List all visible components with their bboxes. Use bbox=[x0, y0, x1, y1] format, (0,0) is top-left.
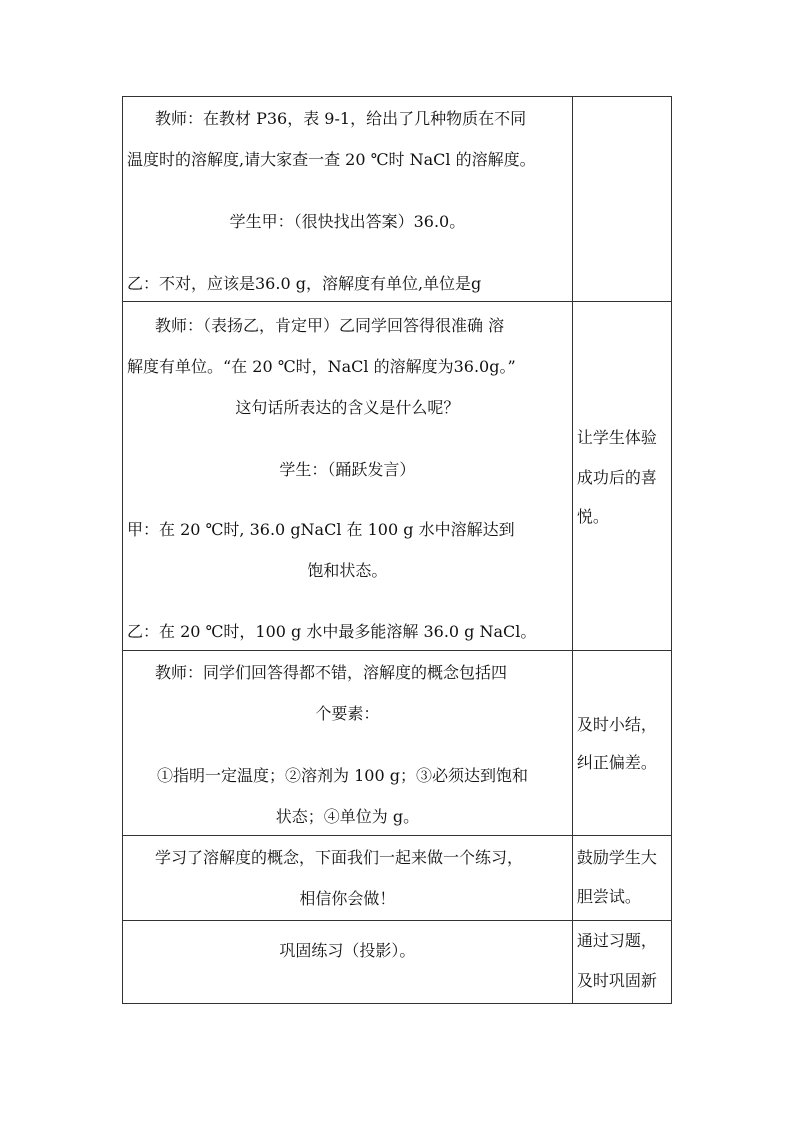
teaching-process-cell bbox=[123, 651, 573, 836]
text-line: 成功后的喜 bbox=[576, 468, 657, 487]
teaching-process-cell bbox=[123, 302, 573, 651]
text-line: 教师：同学们回答得都不错，溶解度的概念包括四 bbox=[155, 663, 508, 682]
text-line: 饱和状态。 bbox=[307, 561, 388, 580]
text-line: 解度有单位。“在 20 ℃时，NaCl 的溶解度为36.0g。” bbox=[127, 357, 516, 376]
design-intent-cell bbox=[572, 836, 671, 921]
text-line: 乙：不对，应该是36.0 g，溶解度有单位,单位是g bbox=[127, 274, 482, 293]
text-line: 状态；④单位为 g。 bbox=[275, 807, 420, 826]
text-line: 温度时的溶解度,请大家查一查 20 ℃时 NaCl 的溶解度。 bbox=[127, 150, 536, 169]
text-line: 及时小结， bbox=[576, 715, 657, 734]
teaching-process-cell bbox=[123, 921, 573, 1004]
text-line: 学生：（踊跃发言） bbox=[279, 460, 416, 479]
table-row bbox=[123, 302, 672, 651]
text-line: 通过习题， bbox=[576, 931, 657, 950]
text-line: 教师：（表扬乙，肯定甲）乙同学回答得很准确 溶 bbox=[155, 316, 505, 335]
lesson-plan-table bbox=[122, 96, 672, 1004]
table-row bbox=[123, 97, 672, 302]
text-line: 乙：在 20 ℃时，100 g 水中最多能溶解 36.0 g NaCl。 bbox=[127, 622, 537, 641]
design-intent-cell bbox=[572, 651, 671, 836]
text-line: 甲：在 20 ℃时, 36.0 gNaCl 在 100 g 水中溶解达到 bbox=[127, 520, 515, 539]
table-row bbox=[123, 651, 672, 836]
text-line: 巩固练习（投影）。 bbox=[279, 941, 416, 960]
text-line: 相信你会做！ bbox=[299, 889, 396, 908]
text-line: 个要素： bbox=[315, 704, 380, 723]
table-row bbox=[123, 921, 672, 1004]
table-row bbox=[123, 836, 672, 921]
text-line: 学生甲：（很快找出答案）36.0。 bbox=[229, 212, 466, 231]
design-intent-cell bbox=[572, 302, 671, 651]
text-line: ①指明一定温度；②溶剂为 100 g；③必须达到饱和 bbox=[157, 766, 528, 785]
teaching-process-cell bbox=[123, 97, 573, 302]
text-line: 教师：在教材 P36，表 9-1，给出了几种物质在不同 bbox=[155, 109, 527, 128]
text-line: 悦。 bbox=[576, 507, 609, 526]
text-line: 这句话所表达的含义是什么呢？ bbox=[235, 398, 460, 417]
design-intent-cell bbox=[572, 97, 671, 302]
text-line: 学习了溶解度的概念，下面我们一起来做一个练习， bbox=[155, 848, 524, 867]
text-line: 及时巩固新 bbox=[576, 971, 657, 990]
design-intent-cell bbox=[572, 921, 671, 1004]
text-line: 胆尝试。 bbox=[576, 887, 641, 906]
text-line: 纠正偏差。 bbox=[576, 753, 657, 772]
text-line: 鼓励学生大 bbox=[576, 848, 657, 867]
text-line: 让学生体验 bbox=[576, 428, 657, 447]
teaching-process-cell bbox=[123, 836, 573, 921]
